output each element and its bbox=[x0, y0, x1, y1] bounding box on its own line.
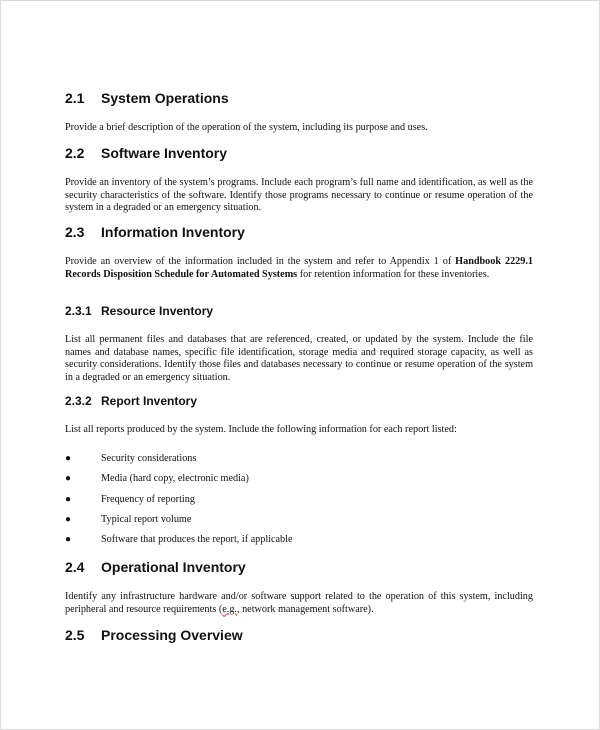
paragraph-software-inventory: Provide an inventory of the system’s programs. Include each program’s full name and identification, as well as the security characteristics of the software. Identify those programs necessary to continue or resume operation of the system in a degraded or an emergency situation. bbox=[65, 177, 533, 214]
section-number: 2.3.2 bbox=[65, 394, 92, 408]
bullet-icon: ● bbox=[65, 493, 72, 505]
section-title: Information Inventory bbox=[101, 224, 245, 240]
section-title: Resource Inventory bbox=[101, 304, 214, 318]
paragraph-text: Identify any infrastructure hardware and/or software support related to the operation of this system, including peripheral and resource requirements ( bbox=[65, 591, 533, 615]
heading-software-inventory bbox=[65, 145, 227, 161]
bullet-icon: ● bbox=[65, 534, 72, 546]
paragraph-operational-inventory bbox=[65, 591, 533, 616]
list-item bbox=[65, 469, 533, 489]
section-title: Operational Inventory bbox=[101, 559, 246, 575]
paragraph-report-inventory: List all reports produced by the system. Include the following information for each report listed: bbox=[65, 424, 457, 435]
heading-information-inventory bbox=[65, 224, 245, 240]
paragraph-text: for retention information for these inventories. bbox=[297, 268, 490, 280]
paragraph-text: Provide an overview of the information included in the system and refer to Appendix 1 of bbox=[65, 256, 456, 267]
heading-resource-inventory bbox=[65, 304, 213, 318]
list-item bbox=[65, 490, 533, 510]
list-item-text: Security considerations bbox=[101, 453, 197, 464]
heading-report-inventory bbox=[65, 394, 197, 408]
paragraph-text: , network management software). bbox=[236, 603, 374, 615]
heading-operational-inventory bbox=[65, 559, 246, 575]
paragraph-information-inventory bbox=[65, 256, 533, 281]
bullet-icon: ● bbox=[65, 473, 72, 485]
paragraph-resource-inventory: List all permanent files and databases that are referenced, created, or updated by the system. Include the file names and database names, specific file identification, storage media and required storage capacity, as well as security considerations. Identify those files and databases necessary to continue or resume operation of the system in a degraded or an emergency situation. bbox=[65, 334, 533, 383]
list-item bbox=[65, 510, 533, 530]
bullet-icon: ● bbox=[65, 453, 72, 464]
list-item-text: Frequency of reporting bbox=[101, 493, 195, 505]
list-item-text: Typical report volume bbox=[101, 513, 192, 525]
list-item bbox=[65, 530, 533, 550]
section-number: 2.2 bbox=[65, 145, 85, 161]
paragraph-system-operations: Provide a brief description of the operation of the system, including its purpose and uses. bbox=[65, 122, 428, 133]
section-number: 2.3.1 bbox=[65, 304, 92, 318]
section-title: Processing Overview bbox=[101, 627, 243, 643]
section-number: 2.4 bbox=[65, 559, 85, 575]
list-item-text: Media (hard copy, electronic media) bbox=[101, 473, 249, 485]
spellcheck-word: e.g. bbox=[222, 603, 237, 615]
section-number: 2.3 bbox=[65, 224, 85, 240]
report-info-list bbox=[65, 449, 533, 550]
handbook-reference: Handbook 2229.1 Records Disposition Schedule for Automated Systems bbox=[65, 256, 534, 280]
heading-processing-overview bbox=[65, 627, 243, 643]
section-number: 2.5 bbox=[65, 627, 85, 643]
list-item bbox=[65, 449, 533, 469]
bullet-icon: ● bbox=[65, 513, 72, 525]
heading-system-operations bbox=[65, 90, 229, 106]
list-item-text: Software that produces the report, if applicable bbox=[101, 534, 293, 546]
section-number: 2.1 bbox=[65, 90, 85, 106]
section-title: System Operations bbox=[101, 90, 229, 106]
section-title: Report Inventory bbox=[101, 394, 198, 408]
section-title: Software Inventory bbox=[101, 145, 228, 161]
